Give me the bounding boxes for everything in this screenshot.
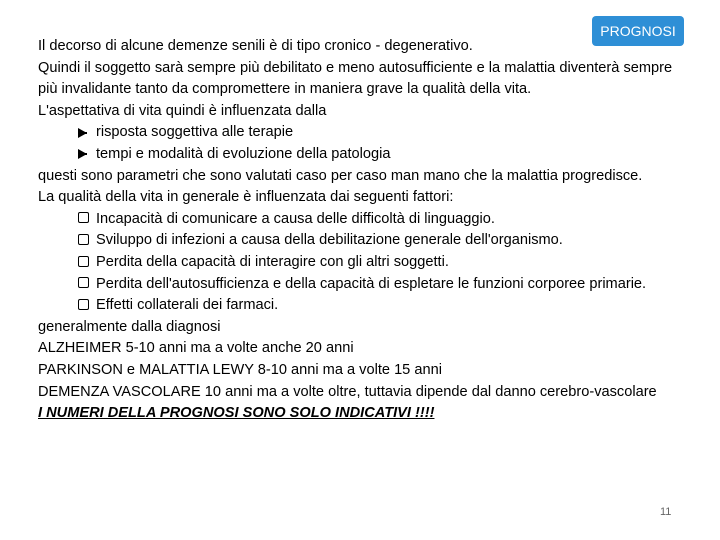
checkbox-list-item-text: Sviluppo di infezioni a causa della debilitazione generale dell'organismo.: [96, 232, 563, 249]
middle-line-2: La qualità della vita in generale è influenzata dai seguenti fattori:: [38, 189, 454, 206]
intro-line-3: L'aspettativa di vita quindi è influenzata dalla: [38, 102, 327, 119]
intro-line-2: Quindi il soggetto sarà sempre più debilitato e meno autosufficiente e la malattia diventerà sempre più invalidante tanto da compromettere in maniera grave la qualità della vita.: [38, 59, 673, 98]
checkbox-list-item: [38, 209, 678, 231]
checkbox-list-item: [38, 252, 678, 274]
checkbox-list-item-text: Effetti collaterali dei farmaci.: [96, 297, 279, 314]
checkbox-list-item: [38, 295, 678, 317]
prognosis-warning: I NUMERI DELLA PROGNOSI SONO SOLO INDICATIVI !!!!: [38, 405, 435, 422]
section-badge: PROGNOSI: [592, 16, 684, 46]
checkbox-bullet-icon: [78, 252, 94, 274]
arrow-list-item: [38, 122, 678, 144]
checkbox-bullet-icon: [78, 209, 94, 231]
arrow-bullet-icon: [78, 122, 94, 144]
checkbox-list-item-text: Perdita della capacità di interagire con gli altri soggetti.: [96, 253, 449, 270]
arrow-list-item: [38, 144, 678, 166]
checkbox-list-item-text: Incapacità di comunicare a causa delle difficoltà di linguaggio.: [96, 210, 495, 227]
checkbox-list-item: [38, 274, 678, 296]
page-number: 11: [660, 506, 672, 518]
checkbox-bullet-icon: [78, 295, 94, 317]
checkbox-bullet-icon: [78, 230, 94, 252]
checkbox-list-item-text: Perdita dell'autosufficienza e della capacità di espletare le funzioni corporee primarie.: [96, 275, 647, 292]
prognosis-intro: generalmente dalla diagnosi: [38, 318, 221, 335]
arrow-bullet-icon: [78, 144, 94, 166]
prognosis-vascular: DEMENZA VASCOLARE 10 anni ma a volte oltre, tuttavia dipende dal danno cerebro-vascolare: [38, 383, 657, 400]
prognosis-parkinson: PARKINSON e MALATTIA LEWY 8-10 anni ma a volte 15 anni: [38, 361, 442, 378]
middle-line-1: questi sono parametri che sono valutati caso per caso man mano che la malattia progredisce.: [38, 167, 643, 184]
arrow-list-item-text: risposta soggettiva alle terapie: [96, 124, 294, 141]
checkbox-bullet-icon: [78, 274, 94, 296]
prognosis-alzheimer: ALZHEIMER 5-10 anni ma a volte anche 20 anni: [38, 340, 354, 357]
arrow-list-item-text: tempi e modalità di evoluzione della patologia: [96, 145, 391, 162]
slide-body: [38, 36, 678, 425]
intro-line-1: Il decorso di alcune demenze senili è di tipo cronico - degenerativo.: [38, 38, 473, 54]
checkbox-list-item: [38, 230, 678, 252]
